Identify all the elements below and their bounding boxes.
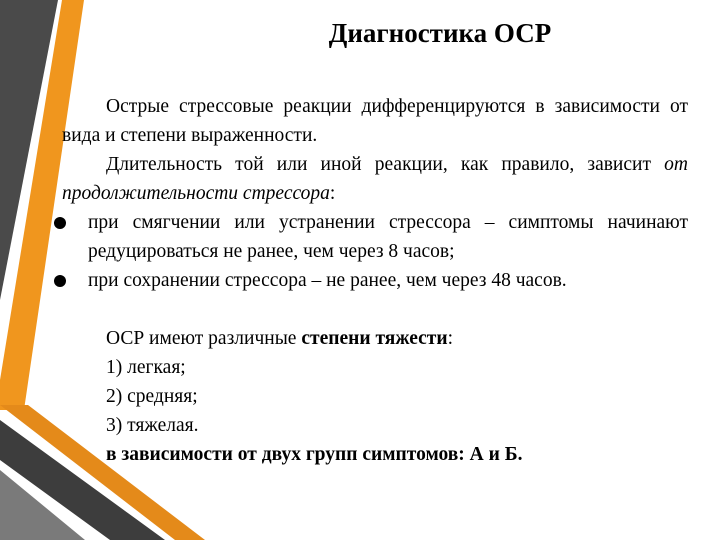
spacer bbox=[62, 295, 688, 324]
bullet-dot-icon bbox=[54, 217, 66, 229]
severity-intro-start: ОСР имеют различные bbox=[106, 328, 302, 349]
bullet-item bbox=[62, 208, 688, 266]
severity-intro bbox=[62, 324, 688, 353]
paragraph-1: Острые стрессовые реакции дифференцируются в зависимости от вида и степени выраженности. bbox=[62, 96, 688, 146]
paragraph-2-italic: от продолжительности стрессора bbox=[62, 154, 688, 204]
paragraph-2-start: Длительность той или иной реакции, как правило, зависит bbox=[106, 154, 665, 175]
page-title: Диагностика ОСР bbox=[328, 18, 552, 48]
severity-item-light: 1) легкая; bbox=[106, 357, 186, 378]
severity-intro-end: : bbox=[447, 328, 454, 349]
severity-conclusion: в зависимости от двух групп симптомов: А и Б. bbox=[106, 444, 523, 465]
severity-intro-bold: степени тяжести bbox=[301, 328, 448, 349]
bullet-item bbox=[62, 266, 688, 295]
paragraph-2 bbox=[62, 150, 688, 208]
bullet-text: при сохранении стрессора – не ранее, чем через 48 часов. bbox=[88, 270, 567, 291]
bullet-dot-icon bbox=[54, 275, 66, 287]
bullet-text: при смягчении или устранении стрессора – симптомы начинают редуцироваться не ранее, чем через 8 часов; bbox=[88, 212, 688, 262]
bullet-list bbox=[62, 208, 688, 295]
slide-body bbox=[62, 92, 688, 469]
paragraph-2-end: : bbox=[329, 183, 336, 204]
severity-item-medium: 2) средняя; bbox=[106, 386, 198, 407]
severity-item-heavy: 3) тяжелая. bbox=[106, 415, 199, 436]
